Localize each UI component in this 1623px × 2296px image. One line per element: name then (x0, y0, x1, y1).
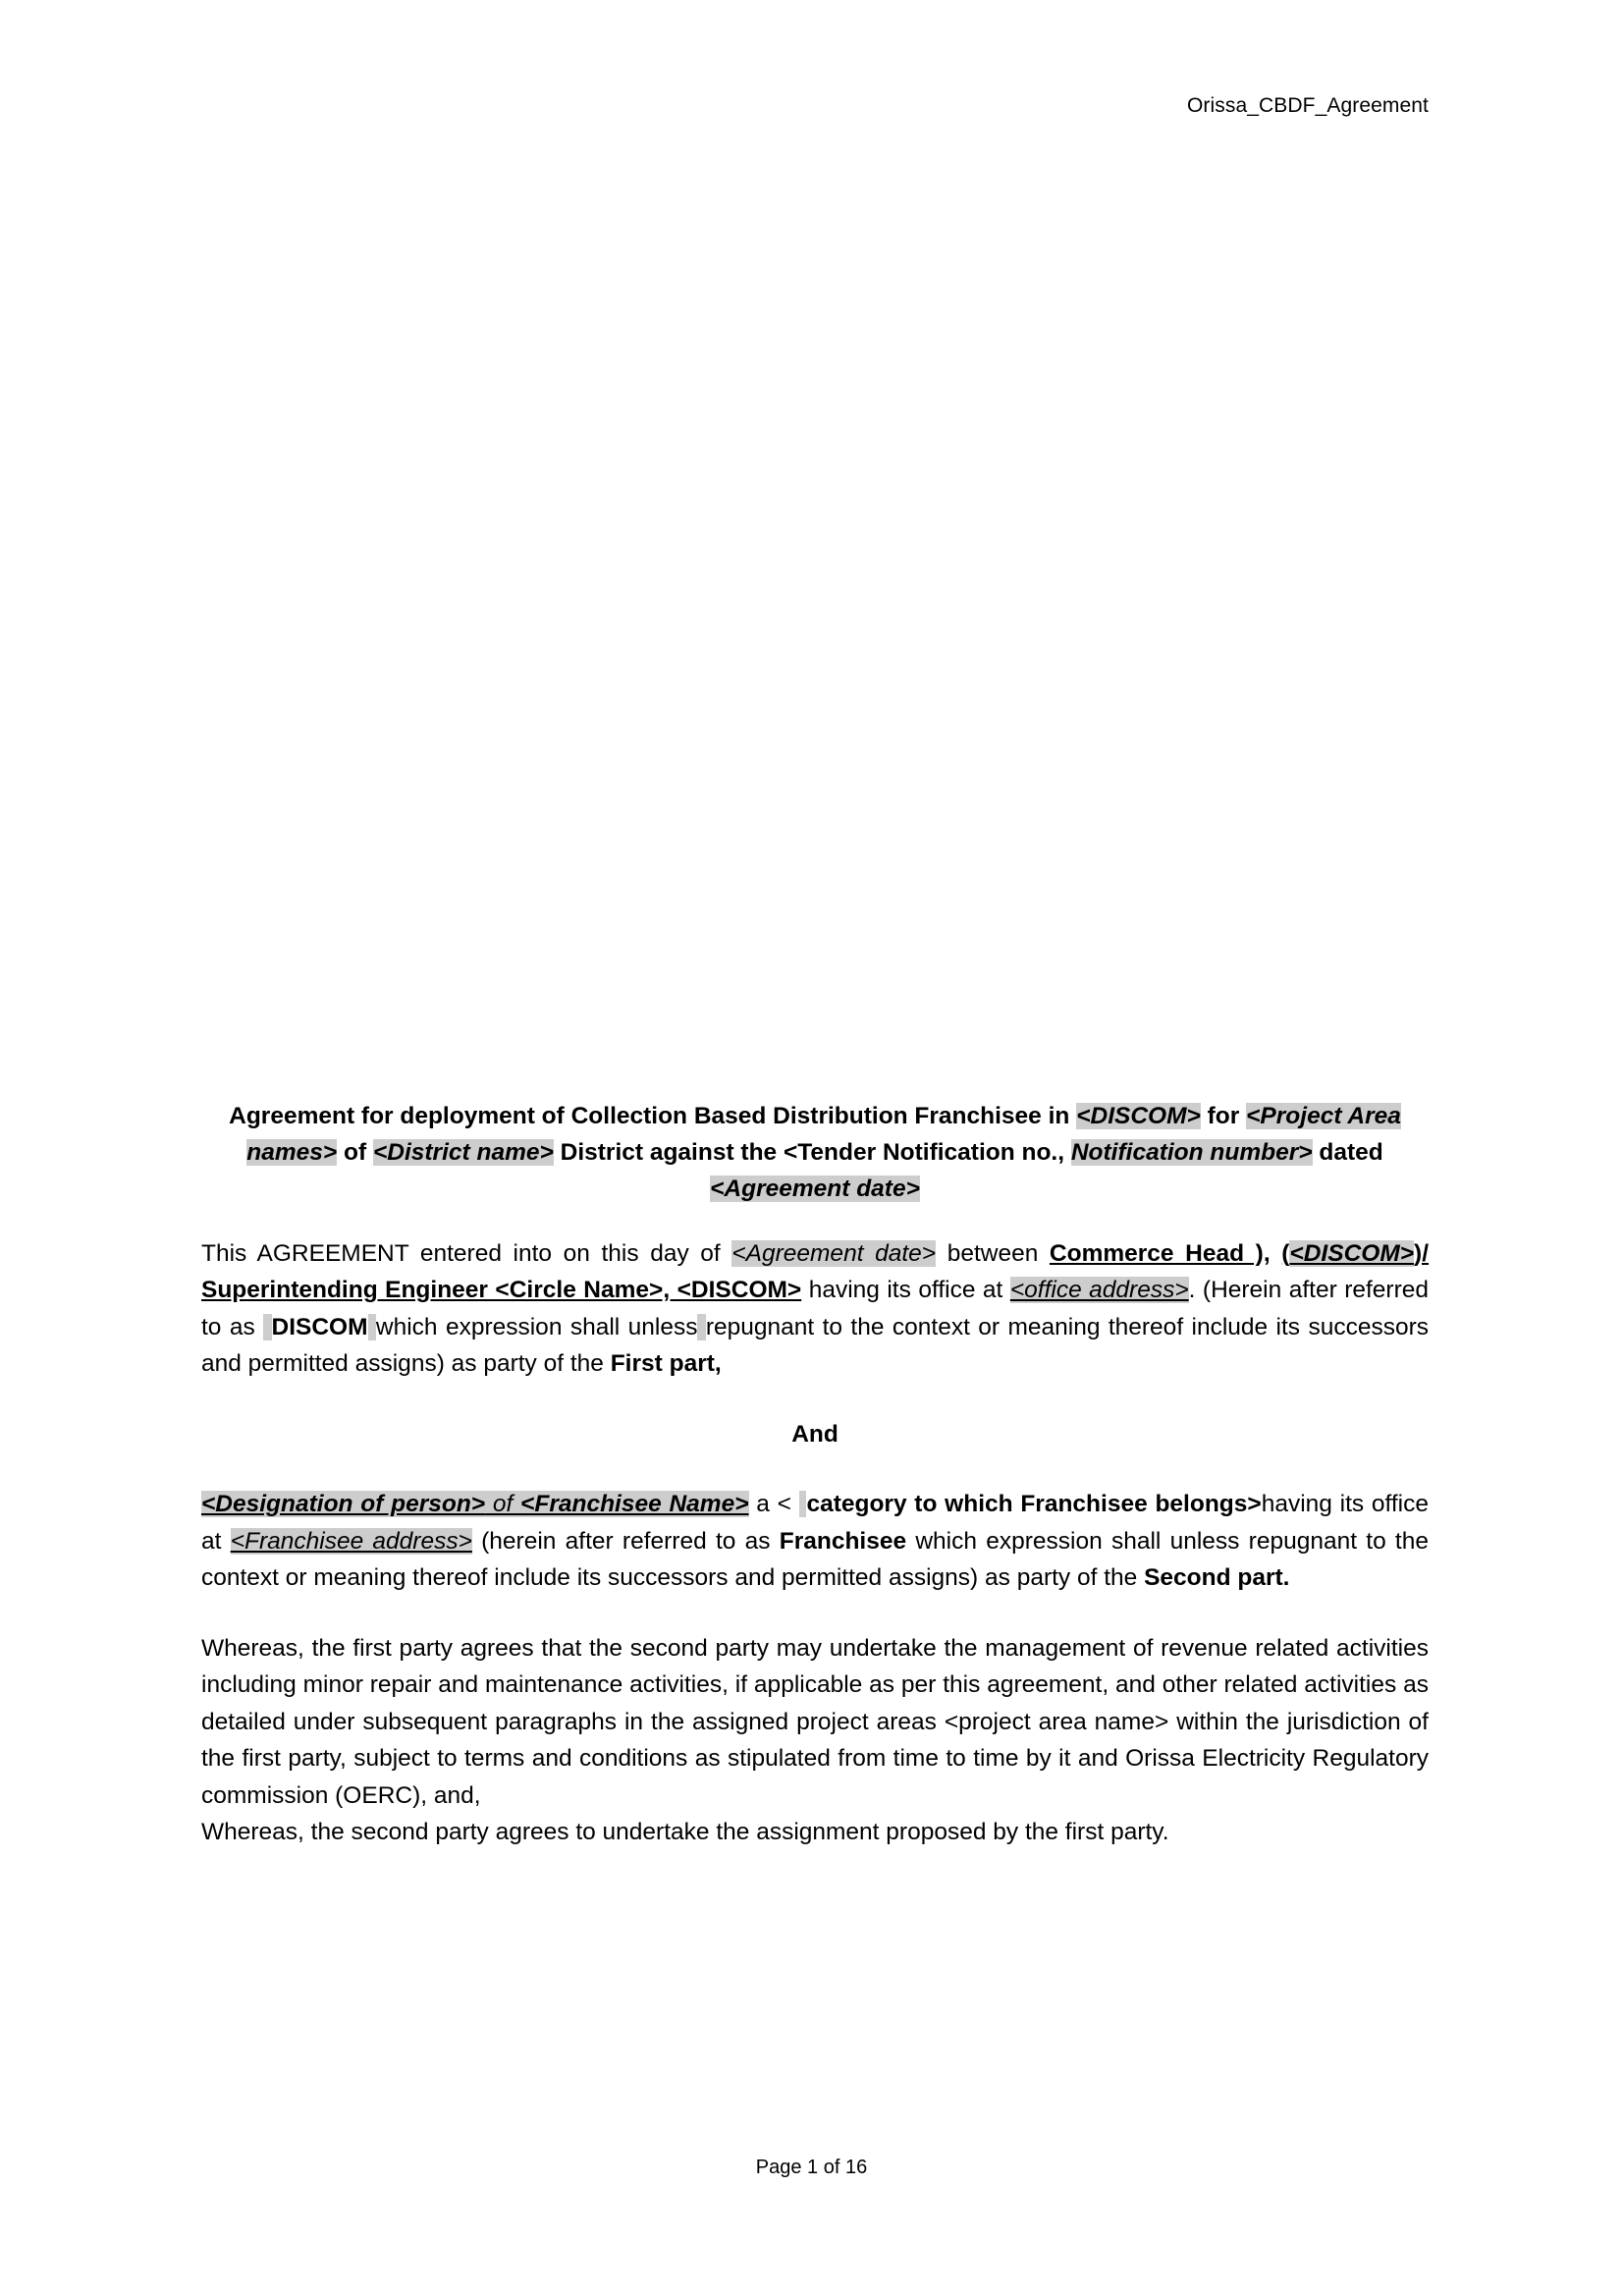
title-run-for: for (1200, 1103, 1247, 1129)
title-placeholder-discom: <DISCOM> (1076, 1103, 1201, 1129)
fp-first-part: First part, (610, 1350, 722, 1378)
agreement-title (201, 1098, 1429, 1208)
title-run-intro: Agreement for deployment of Collection Based Distribution Franchisee in (229, 1103, 1077, 1129)
fp-superintending-engineer: )/ Superintending Engineer <Circle Name>, <DISCOM> (201, 1239, 1430, 1304)
header-label: Orissa_CBDF_Agreement (1186, 94, 1429, 117)
sp-run-herein-after: (herein after referred to as (471, 1527, 780, 1555)
fp-run-intro: This AGREEMENT entered into on this day of (201, 1239, 732, 1267)
paragraph-first-party (201, 1235, 1429, 1383)
paragraph-and: And (791, 1420, 839, 1448)
fp-open-paren: ( (1281, 1239, 1290, 1267)
title-run-dated: dated (1312, 1139, 1383, 1167)
fp-run-which-expression: which expression shall unless (375, 1313, 698, 1340)
sp-placeholder-franchisee-address: <Franchisee address> (230, 1527, 472, 1555)
title-run-district-against: District against the <Tender Notification no., (553, 1139, 1071, 1167)
fp-run-having-office: having its office at (801, 1277, 1010, 1304)
fp-commerce-head: Commerce Head ), (1049, 1239, 1271, 1267)
sp-placeholder-designation: <Designation of person> (201, 1491, 486, 1518)
sp-second-part: Second part. (1144, 1564, 1290, 1592)
page-footer (0, 2157, 1623, 2179)
title-run-of: of (337, 1139, 373, 1167)
fp-space-before-discom (263, 1314, 271, 1340)
document-body (201, 1098, 1429, 1884)
title-placeholder-agreement-date: <Agreement date> (710, 1175, 920, 1203)
fp-placeholder-office-address: <office address> (1009, 1277, 1189, 1304)
sp-placeholder-franchisee-name: <Franchisee Name> (520, 1491, 749, 1518)
fp-placeholder-discom: <DISCOM> (1289, 1239, 1415, 1267)
sp-run-tail: which expression shall unless repugnant to the context or meaning thereof include its successors and permitted assigns) as party of the (201, 1527, 1429, 1592)
fp-run-between: between (936, 1239, 1050, 1267)
sp-run-of: of (485, 1491, 521, 1518)
fp-space-before-repugnant (697, 1314, 705, 1340)
fp-run-herein-after: . (Herein after referred to as (201, 1277, 1429, 1340)
fp-placeholder-agreement-date: <Agreement date> (731, 1239, 937, 1267)
paragraph-second-party (201, 1486, 1429, 1596)
page-header (201, 93, 1429, 119)
sp-run-a-open: a < (748, 1491, 799, 1518)
title-placeholder-notification-number: Notification number> (1070, 1139, 1313, 1167)
title-placeholder-project-area-names: <Project Area names> (246, 1103, 1401, 1167)
title-placeholder-district-name: <District name> (372, 1139, 554, 1167)
sp-category-belongs: category to which Franchisee belongs> (806, 1491, 1262, 1518)
sp-franchisee-term: Franchisee (779, 1527, 907, 1555)
fp-discom-term: DISCOM (271, 1313, 368, 1340)
paragraph-whereas-first: Whereas, the first party agrees that the second party may undertake the management of revenue related activities including minor repair and maintenance activities, if applicable as per this agreement, and other related activities as detailed under subsequent paragraphs in the assigned project areas <project area name> within the jurisdiction of the first party, subject to terms and conditions as stipulated from time to time by it and Orissa Electricity Regulatory commission (OERC), and, (201, 1634, 1429, 1809)
page-number-label: Page 1 of 16 (755, 2157, 868, 2178)
paragraph-whereas-second: Whereas, the second party agrees to undertake the assignment proposed by the first party. (201, 1819, 1169, 1845)
fp-run-tail: repugnant to the context or meaning thereof include its successors and permitted assigns) as party of the (201, 1313, 1429, 1378)
fp-space-after-discom (368, 1314, 376, 1340)
sp-run-having-office: having its office at (201, 1491, 1429, 1555)
